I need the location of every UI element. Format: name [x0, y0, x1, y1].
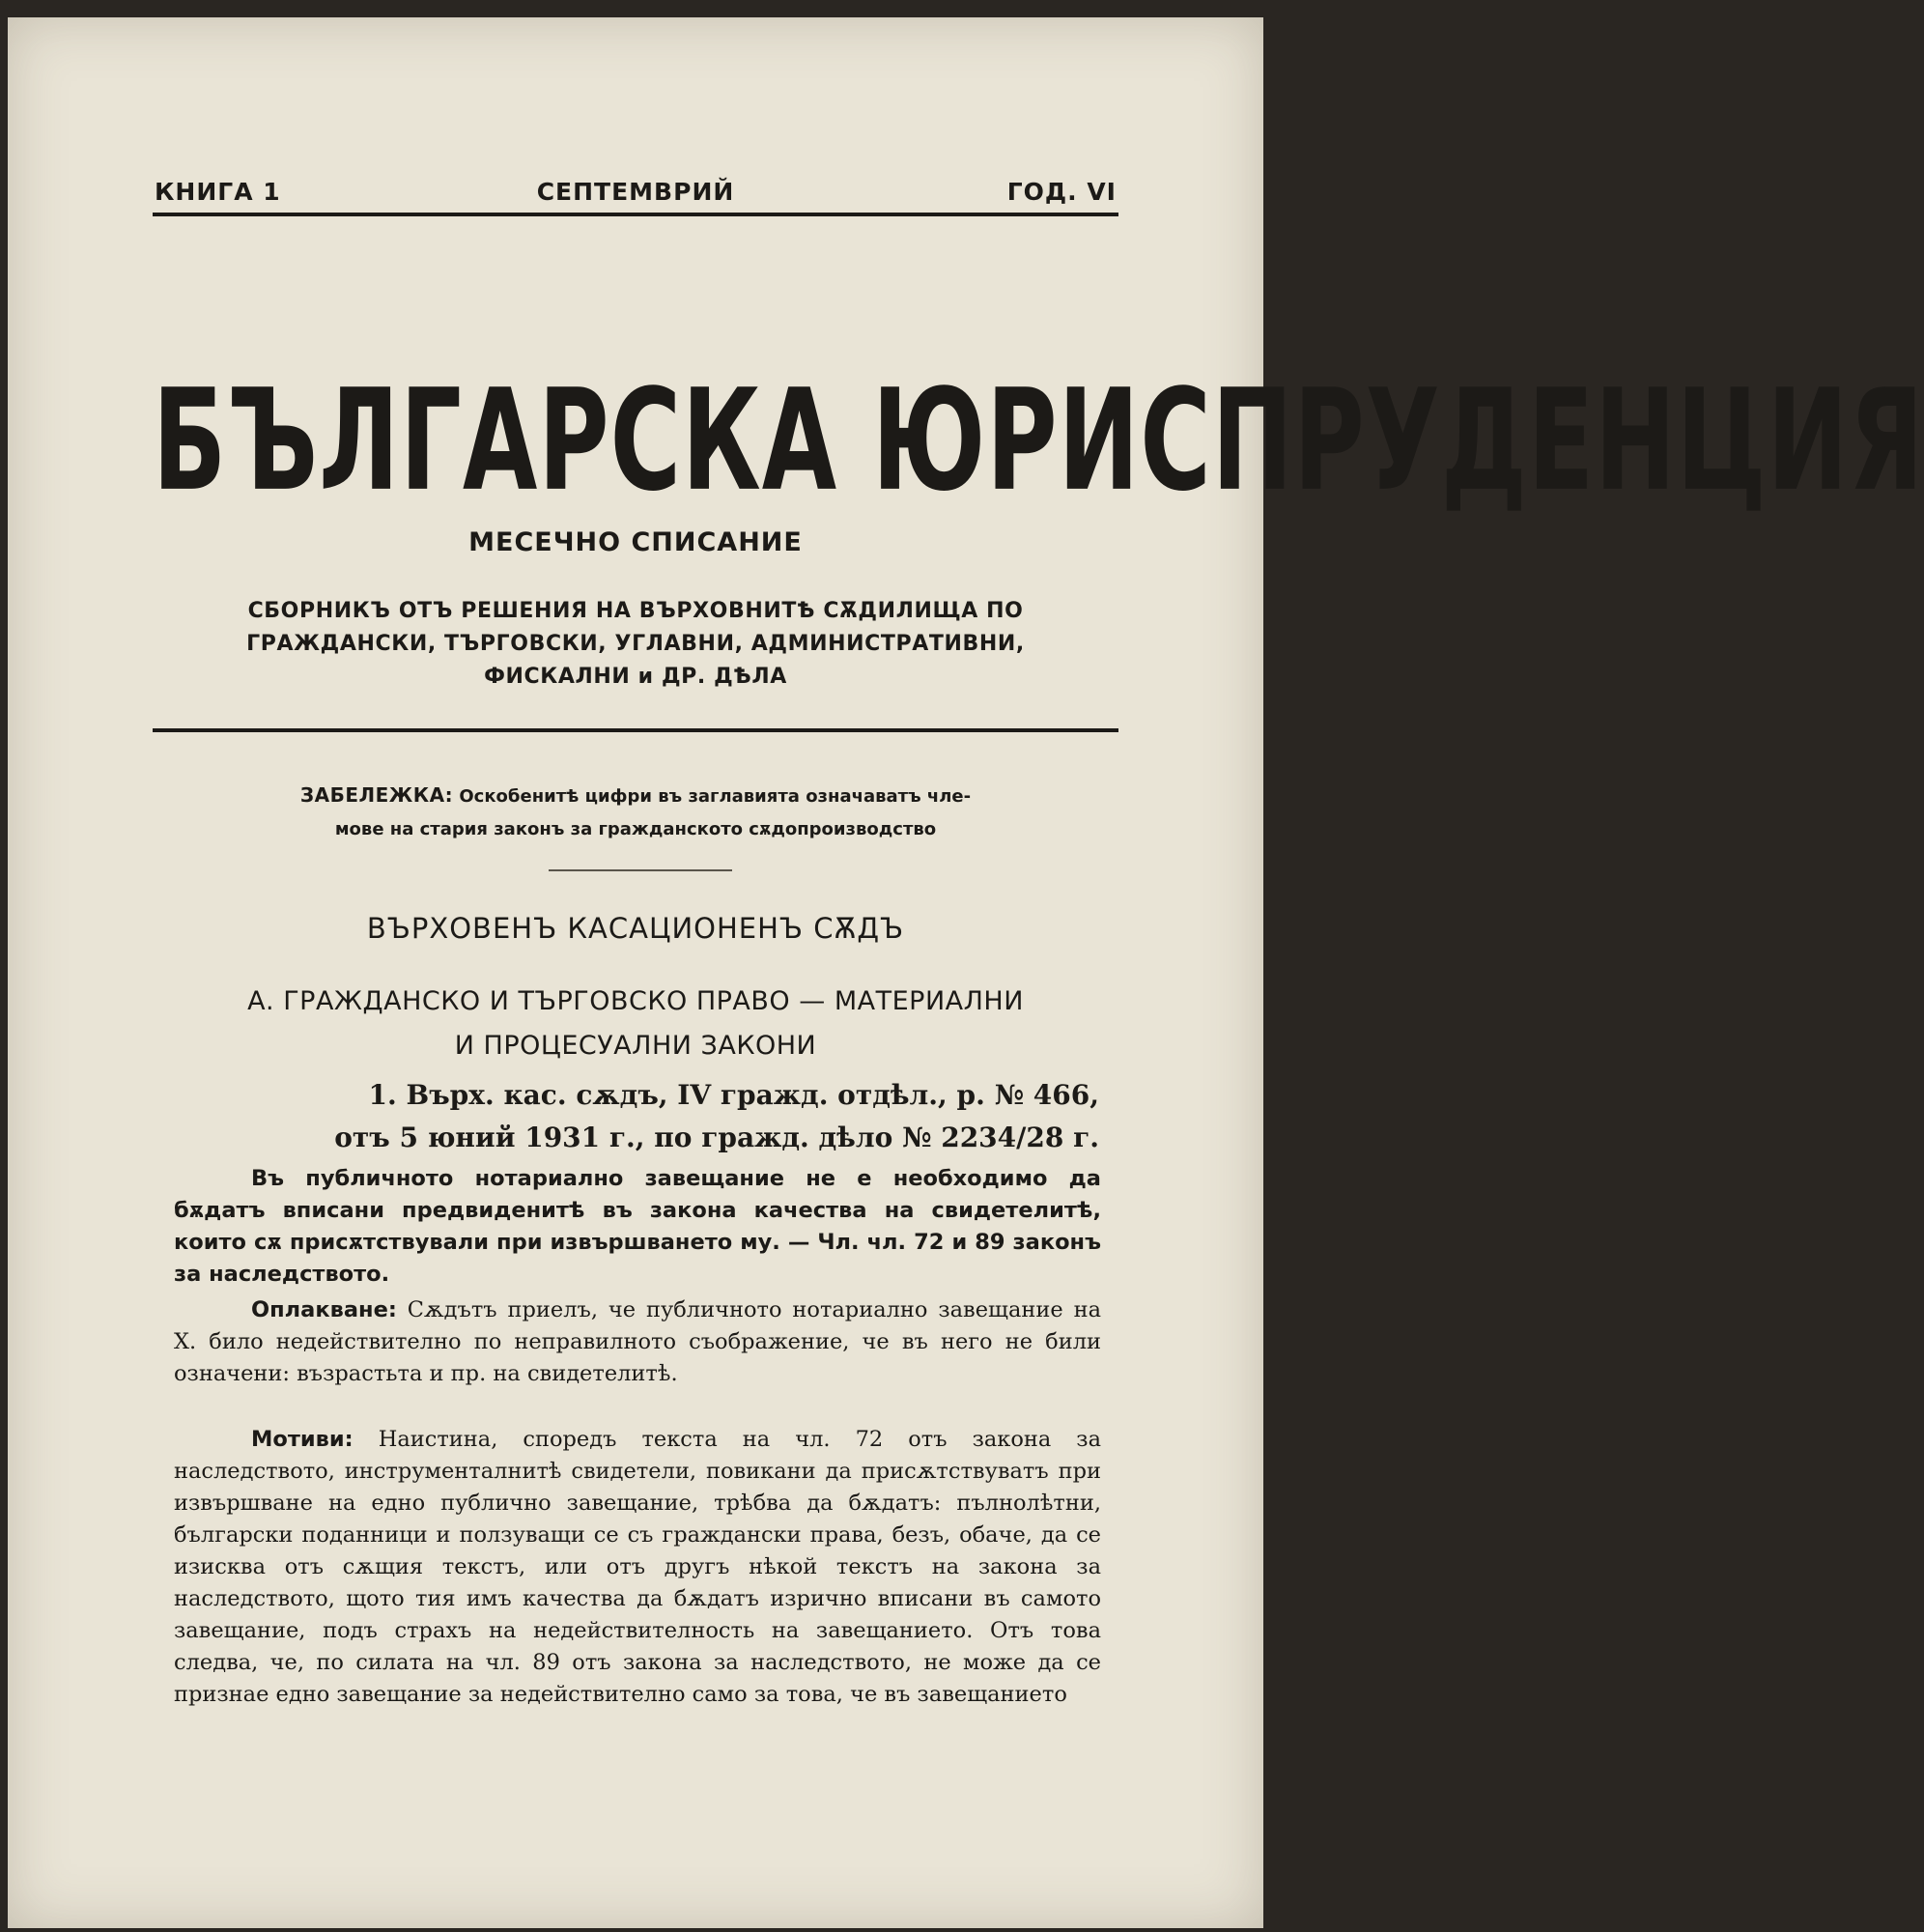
case-line-1: 1. Върх. кас. сѫдъ, IV гражд. отдѣл., р. № 466,: [368, 1079, 1099, 1111]
section-line-1: А. ГРАЖДАНСКО И ТЪРГОВСКО ПРАВО — МАТЕРИАЛНИ: [247, 986, 1024, 1016]
motives-label: Мотиви:: [251, 1427, 354, 1452]
court-heading: ВЪРХОВЕНЪ КАСАЦИОНЕНЪ СѪДЪ: [366, 912, 905, 945]
collection-line-2: ГРАЖДАНСКИ, ТЪРГОВСКИ, УГЛАВНИ, АДМИНИСТРАТИВНИ,: [246, 632, 1025, 656]
case-summary: [174, 1163, 1101, 1291]
law-section-heading: [153, 980, 1118, 1068]
book-number: КНИГА 1: [155, 178, 281, 206]
collection-description: [153, 595, 1118, 694]
collection-line-1: СБОРНИКЪ ОТЪ РЕШЕНИЯ НА ВЪРХОВНИТѢ СѪДИЛИЩА ПО: [247, 599, 1024, 623]
issue-month: СЕПТЕМВРИЙ: [536, 178, 735, 206]
journal-page: [8, 17, 1924, 1928]
divider: [549, 869, 732, 871]
note-label: ЗАБЕЛЕЖКА:: [299, 783, 454, 807]
collection-line-3: ФИСКАЛНИ и ДР. ДѢЛА: [484, 665, 787, 689]
summary-text: Въ публичното нотариално завещание не е необходимо да бѫдатъ вписани предвиденитѣ въ закона качества на свидетелитѣ, които сѫ присѫтствували при извършването му. — Чл. чл. 72 и 89 законъ за наследството.: [174, 1166, 1101, 1287]
motives-paragraph: [174, 1424, 1101, 1711]
motives-text: Наистина, споредъ текста на чл. 72 отъ закона за наследството, инструменталнитѣ свидетели, повикани да присѫтствуватъ при извършване на едно публично завещание, трѣбва да бѫдатъ: пълнолѣтни, български поданници и ползуващи се съ граждански права, безъ, обаче, да се изисква отъ сѫщия текстъ, или отъ другъ нѣкой текстъ на закона за наследството, щото тия имъ качества да бѫдатъ изрично вписани въ самото завещание, подъ страхъ на недействителность на завещанието. Отъ това следва, че, по силата на чл. 89 отъ закона за наследството, не може да се признае едно завещание за недействително само за това, че въ завещанието: [174, 1427, 1101, 1707]
journal-subtitle: МЕСЕЧНО СПИСАНИЕ: [468, 527, 803, 557]
complaint-text: Сѫдътъ приелъ, че публичното нотариално завещание на Х. било недействително по неправилното съображение, че въ него не били означени: възрастьта и пр. на свидетелитѣ.: [174, 1297, 1101, 1386]
note-line-1: Оскобенитѣ цифри въ заглавията означаватъ чле-: [459, 786, 972, 807]
header-rule: [153, 213, 1118, 216]
case-line-2: отъ 5 юний 1931 г., по гражд. дѣло № 2234/28 г.: [334, 1122, 1099, 1153]
note-line-2: мове на стария законъ за гражданското сѫдопроизводство: [334, 819, 937, 839]
section-rule: [153, 728, 1118, 732]
complaint-label: Оплакване:: [251, 1297, 397, 1322]
journal-title: БЪЛГАРСКА ЮРИСПРУДЕНЦИЯ: [153, 358, 1924, 523]
issue-year: ГОД. VI: [1006, 178, 1117, 206]
complaint-paragraph: [174, 1294, 1101, 1390]
section-line-2: И ПРОЦЕСУАЛНИ ЗАКОНИ: [454, 1031, 817, 1061]
issue-header: [155, 170, 1117, 211]
case-citation: [172, 1074, 1099, 1159]
editorial-note: [153, 779, 1118, 846]
